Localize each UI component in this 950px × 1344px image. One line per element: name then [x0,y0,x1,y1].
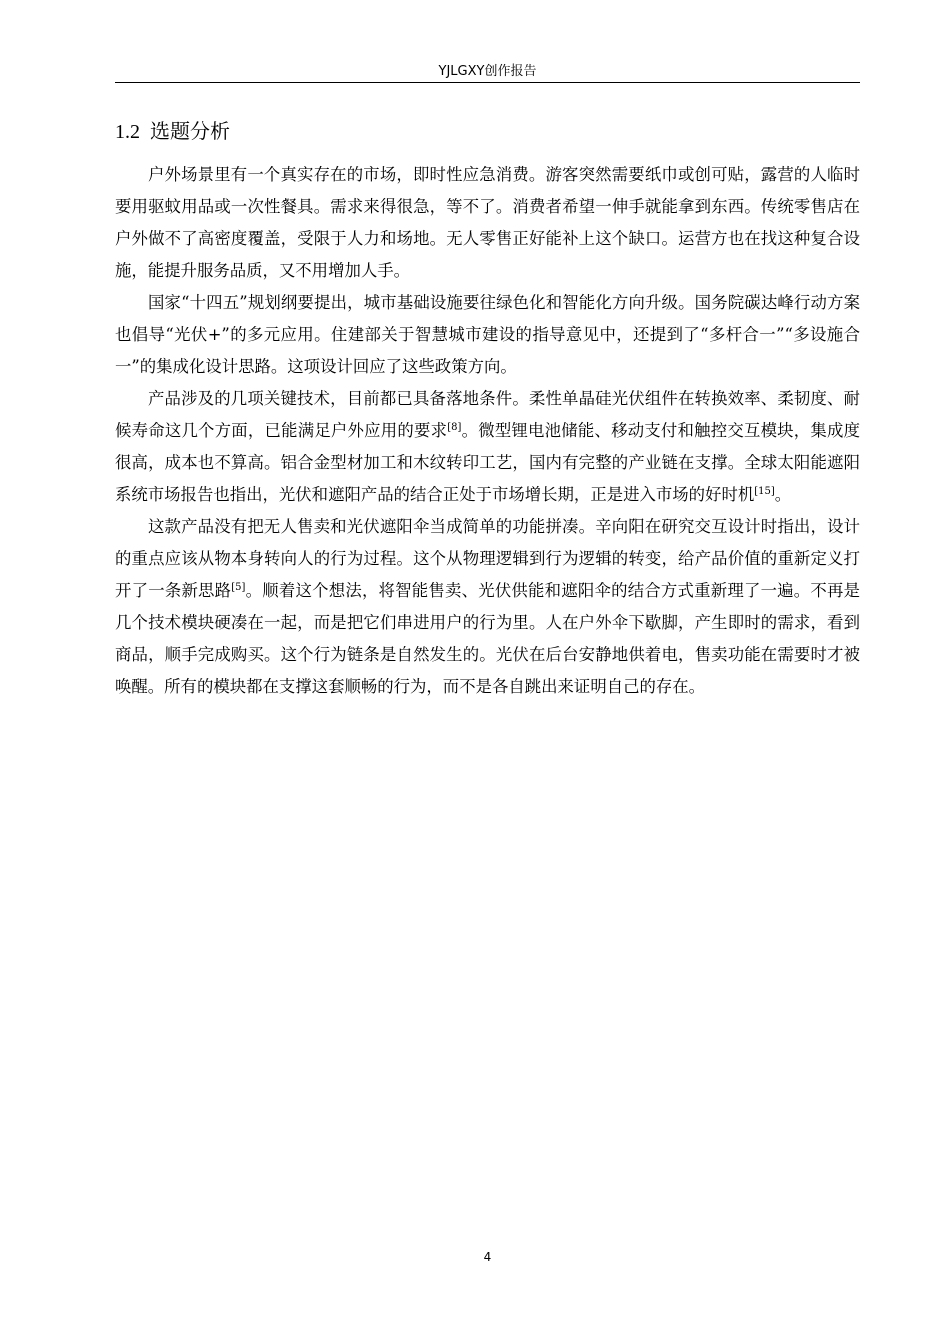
paragraph-policy [115,287,860,383]
page-header [115,62,860,83]
body-text [115,159,860,703]
paragraph-text: 国家“十四五”规划纲要提出，城市基础设施要往绿色化和智能化方向升级。国务院碳达峰行动方案也倡导“光伏+”的多元应用。住建部关于智慧城市建设的指导意见中，还提到了“多杆合一”“多设施合一”的集成化设计思路。这项设计回应了这些政策方向。 [115,293,860,376]
paragraph-technology [115,383,860,511]
section-heading [115,116,860,147]
paragraph-text: 。 [774,485,792,504]
paragraph-market [115,159,860,287]
paragraph-text: 。微型锂电池储能、移动支付和触控交互模块，集成度很高，成本也不算高。铝合金型材加工和木纹转印工艺，国内有完整的产业链在支撑。全球太阳能遮阳系统市场报告也指出，光伏和遮阳产品的结合正处于市场增长期，正是进入市场的好时机 [115,421,861,504]
citation-ref-5[interactable]: [5] [231,582,246,593]
section-title: 选题分析 [150,119,230,143]
header-title: YJLGXY创作报告 [438,64,537,79]
paragraph-text: 这款产品没有把无人售卖和光伏遮阳伞当成简单的功能拼凑。辛向阳在研究交互设计时指出，设计的重点应该从物本身转向人的行为过程。这个从物理逻辑到行为逻辑的转变，给产品价值的重新定义打开了一条新思路 [115,517,860,600]
section-number: 1.2 [115,121,140,143]
paragraph-text: 。顺着这个想法，将智能售卖、光伏供能和遮阳伞的结合方式重新理了一遍。不再是几个技术模块硬凑在一起，而是把它们串进用户的行为里。人在户外伞下歇脚，产生即时的需求，看到商品，顺手完成购买。这个行为链条是自然发生的。光伏在后台安静地供着电，售卖功能在需要时才被唤醒。所有的模块都在支撑这套顺畅的行为，而不是各自跳出来证明自己的存在。 [115,581,861,696]
page-number: 4 [483,1250,492,1264]
paragraph-design-concept [115,511,860,703]
paragraph-text: 产品涉及的几项关键技术，目前都已具备落地条件。柔性单晶硅光伏组件在转换效率、柔韧度、耐候寿命这几个方面，已能满足户外应用的要求 [115,389,860,440]
paragraph-text: 户外场景里有一个真实存在的市场，即时性应急消费。游客突然需要纸巾或创可贴，露营的人临时要用驱蚊用品或一次性餐具。需求来得很急，等不了。消费者希望一伸手就能拿到东西。传统零售店在户外做不了高密度覆盖，受限于人力和场地。无人零售正好能补上这个缺口。运营方也在找这种复合设施，能提升服务品质，又不用增加人手。 [115,165,860,280]
citation-ref-15[interactable]: [15] [754,486,775,497]
citation-ref-8[interactable]: [8] [447,422,462,433]
